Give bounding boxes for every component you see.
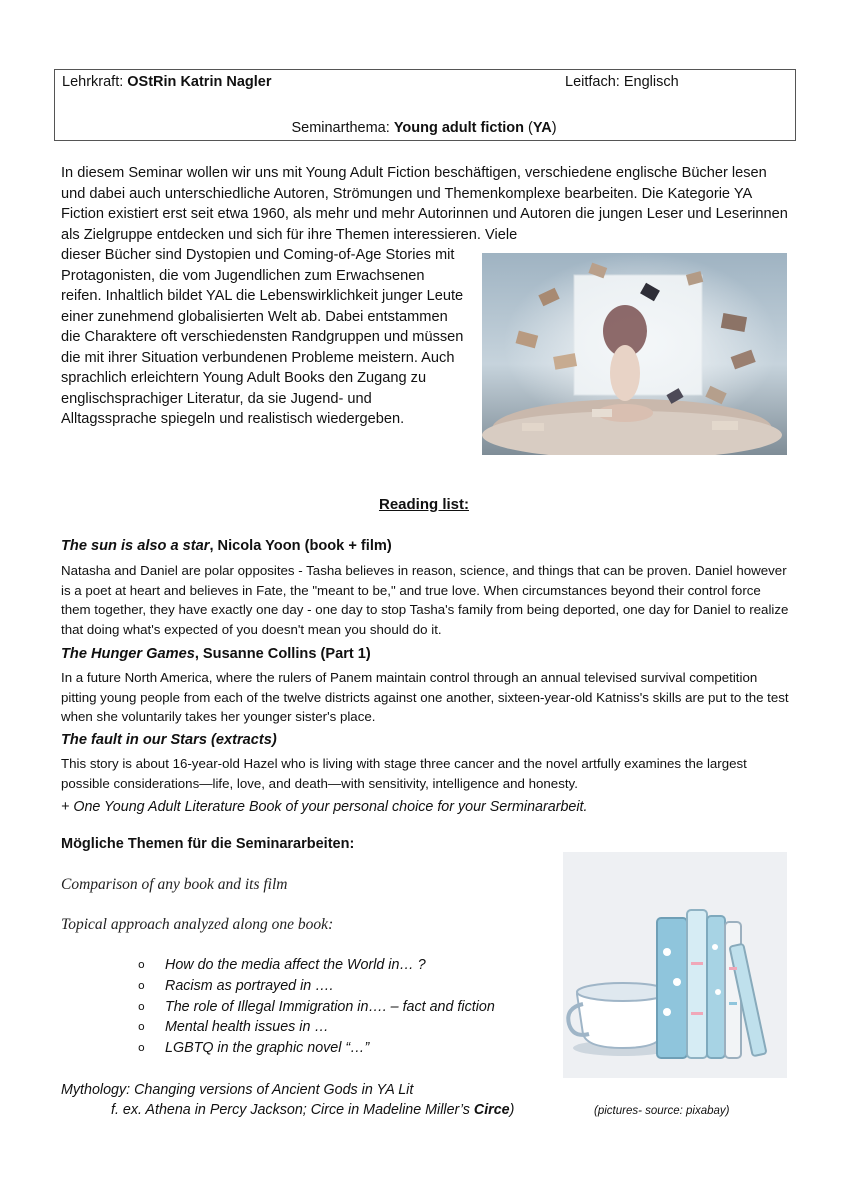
bullet-text: Mental health issues in …: [165, 1019, 329, 1036]
book-title-2-author: , Susanne Collins (Part 1): [194, 646, 371, 662]
topic-paren-close: ): [551, 120, 557, 136]
example-bold: Circe: [473, 1102, 510, 1118]
subject-line: Leitfach: Englisch: [565, 74, 679, 90]
book-title-1-name: The sun is also a star: [61, 538, 210, 554]
teacher-line: [62, 74, 272, 90]
list-item: [138, 976, 495, 997]
teacher-name: OStRin Katrin Nagler: [127, 74, 272, 90]
list-item: [138, 997, 495, 1018]
topic-paren-open: (: [524, 120, 533, 136]
bullet-mark: o: [138, 1020, 145, 1034]
seminar-topic: [0, 120, 848, 136]
book-title-2: [61, 646, 371, 662]
personal-choice-note: + One Young Adult Literature Book of your personal choice for your Serminararbeit.: [61, 799, 588, 815]
example-suffix: ): [509, 1102, 515, 1118]
bullet-text: How do the media affect the World in… ?: [165, 957, 426, 973]
reading-list-title: Reading list:: [378, 496, 469, 513]
intro-paragraph-2: dieser Bücher sind Dystopien und Coming-of-Age Stories mit Protagonisten, die vom Jugendlichen zum Erwachsenen reifen. Inhaltlich bildet YAL die Lebenswirklichkeit junger Leute einer zunehmend globalisierten Welt ab. Dabei entstammen die Charaktere oft verschiedensten Randgruppen und müssen die mit ihrer Situation verbundenen Probleme meistern. Auch sprachlich erleichtern Young Adult Books den Zugang zu englischsprachiger Literatur, da sie Jugend- und Alltagssprache spiegeln und realistisch wiedergeben.: [61, 247, 464, 427]
topic-bullet-list: [138, 955, 495, 1059]
book-title-3: [61, 732, 277, 748]
book-title-2-name: The Hunger Games: [61, 646, 195, 662]
topic-topical: Topical approach analyzed along one book:: [61, 916, 334, 933]
topic-label: Seminarthema:: [291, 120, 394, 136]
list-item: [138, 955, 495, 976]
bullet-mark: o: [138, 958, 145, 971]
example-prefix: f. ex. Athena in Percy Jackson; Circe in Madeline Miller’s: [111, 1102, 474, 1118]
topic-bold: Young adult fiction: [393, 120, 525, 136]
topics-title: Mögliche Themen für die Seminararbeiten:: [61, 836, 355, 852]
topic-abbrev: YA: [532, 120, 552, 136]
cup-and-books-illustration: [563, 852, 787, 1078]
bullet-text: The role of Illegal Immigration in…. – fact and fiction: [165, 998, 495, 1015]
book-desc-1: Natasha and Daniel are polar opposites - Tasha believes in reason, science, and things that can be proven. Daniel however is a poet at heart and believes in Fate, the "meant to be," and true love. When circumstances beyond their control force them together, they have exactly one day - one day to stop Tasha's family from being deported, one day for Daniel to realize that doing what's expected of you doesn't mean you should do it.: [61, 563, 789, 637]
topic-comparison: Comparison of any book and its film: [61, 876, 288, 893]
mythology-example: [111, 1102, 514, 1118]
book-title-1: [61, 538, 392, 554]
book-desc-3: This story is about 16-year-old Hazel who is living with stage three cancer and the novel artfully examines the largest possible considerations—life, love, and death—with sensitivity, intelligence and honesty.: [61, 756, 747, 791]
bullet-mark: o: [138, 999, 145, 1013]
flying-books-photo: [482, 253, 787, 455]
mythology-topic: Mythology: Changing versions of Ancient Gods in YA Lit: [61, 1082, 414, 1098]
bullet-mark: o: [138, 1041, 145, 1055]
list-item: [138, 1038, 495, 1059]
book-desc-2: In a future North America, where the rulers of Panem maintain control through an annual televised survival competition pitting young people from each of the twelve districts against one another, sixteen-year-old Katniss's skills are put to the test when she voluntarily takes her younger sister's place.: [61, 670, 789, 724]
bullet-mark: o: [138, 978, 145, 992]
teacher-label: Lehrkraft:: [62, 74, 128, 90]
bullet-text: LGBTQ in the graphic novel “…”: [165, 1040, 370, 1057]
book-title-1-author: , Nicola Yoon (book + film): [209, 538, 392, 554]
picture-credit: (pictures- source: pixabay): [594, 1105, 730, 1117]
list-item: [138, 1017, 495, 1038]
book-title-3-name: The fault in our Stars (extracts): [61, 732, 277, 748]
intro-paragraph-1: In diesem Seminar wollen wir uns mit Young Adult Fiction beschäftigen, verschiedene englische Bücher lesen und dabei auch unterschiedliche Autoren, Strömungen und Themenkomplexe bearbeiten. Die Kategorie YA Fiction existiert erst seit etwa 1960, als mehr und mehr Autorinnen und Autoren die jungen Leser und Leserinnen als Zielgruppe entdecken und sich für ihre Themen interessieren. Viele: [61, 165, 788, 243]
bullet-text: Racism as portrayed in ….: [165, 977, 334, 994]
